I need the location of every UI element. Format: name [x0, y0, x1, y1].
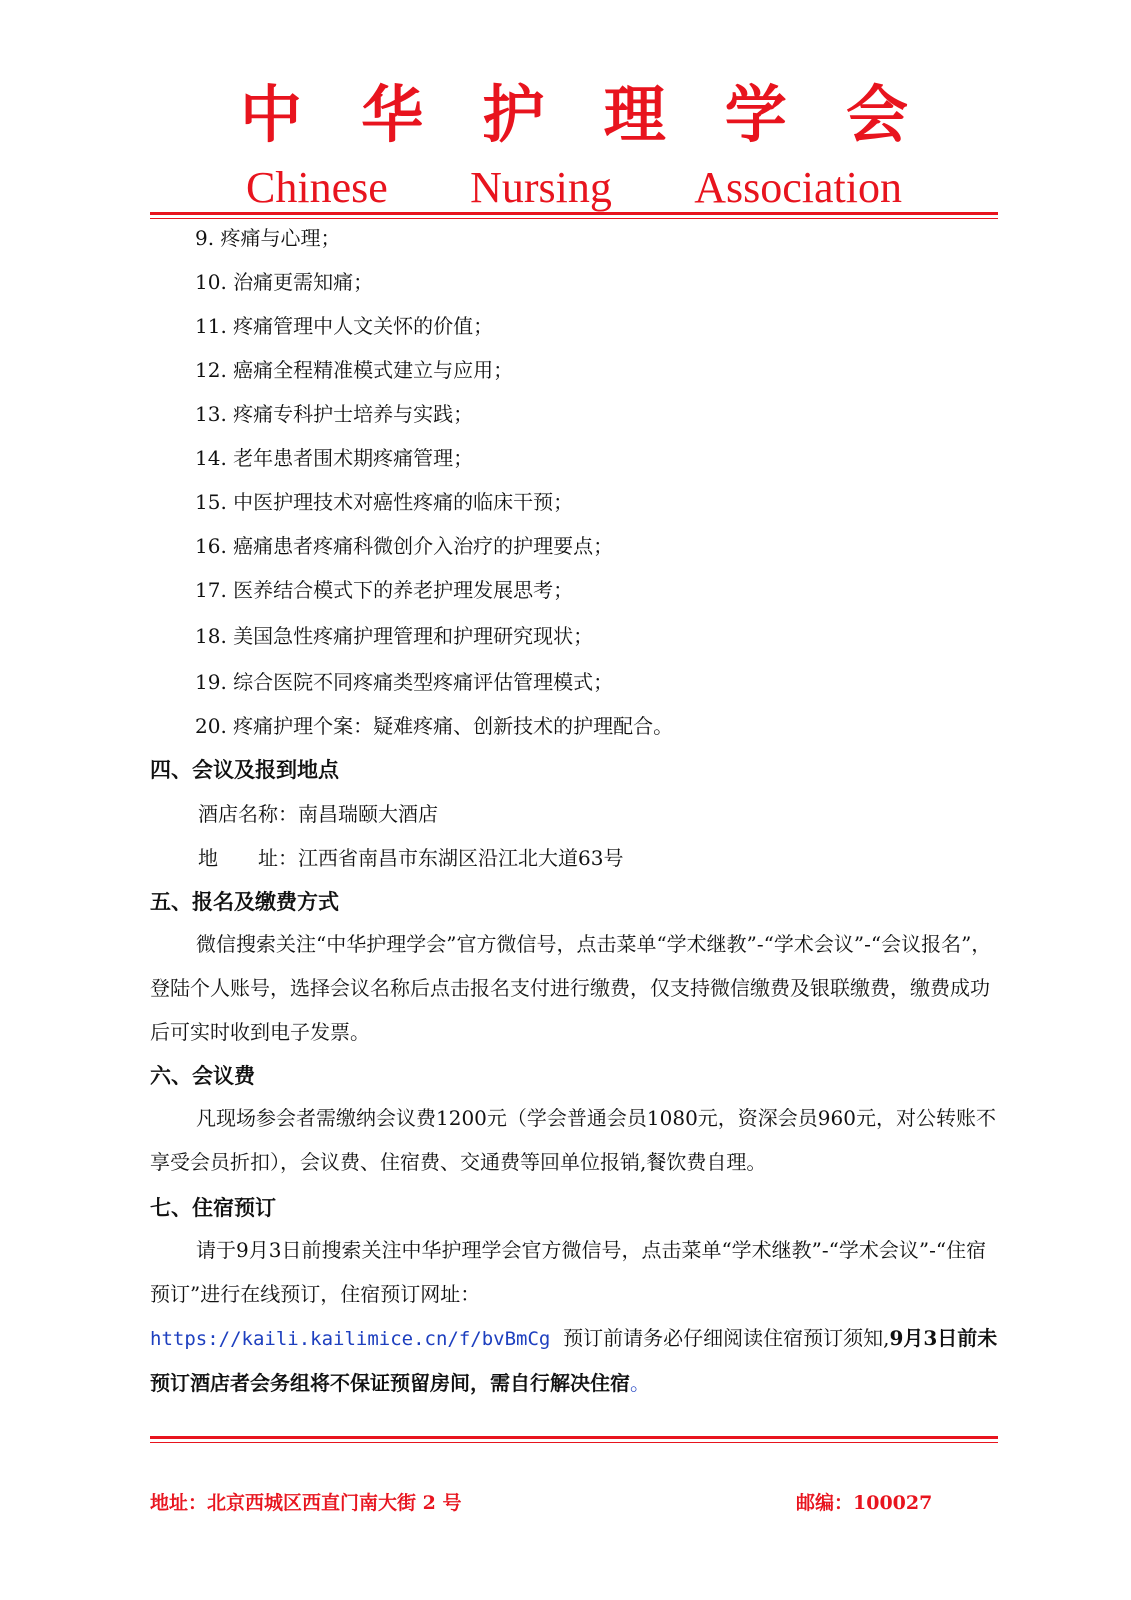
list-item: 14. 老年患者围术期疼痛管理； [195, 446, 474, 470]
header-char: 学 [724, 78, 787, 151]
header-char: 护 [482, 78, 545, 151]
hotel-name-value: 南昌瑞颐大酒店 [298, 802, 438, 826]
address-row [198, 846, 623, 870]
header-word: Nursing [470, 163, 612, 212]
end-mark: 。 [630, 1371, 650, 1395]
footer-postcode: 邮编：100027 [796, 1492, 933, 1514]
address-label: 址： [258, 846, 298, 870]
list-item: 10. 治痛更需知痛； [195, 270, 374, 294]
header-rule-thick [150, 212, 998, 215]
accommodation-text: 请于9月3日前搜索关注中华护理学会官方微信号，点击菜单“学术继教”-“学术会议”-“住宿预订”进行在线预订，住宿预订网址： [150, 1238, 987, 1306]
list-item: 9. 疼痛与心理； [195, 226, 341, 250]
fee-paragraph [150, 1096, 998, 1184]
header-char: 中 [240, 78, 303, 151]
list-item: 13. 疼痛专科护士培养与实践； [195, 402, 474, 426]
association-name-cn [150, 78, 998, 151]
list-item: 12. 癌痛全程精准模式建立与应用； [195, 358, 514, 382]
header-word: Association [694, 163, 902, 212]
section-heading-accommodation: 七、住宿预订 [150, 1195, 276, 1220]
header-char: 理 [603, 78, 666, 151]
section-heading-fee: 六、会议费 [150, 1063, 255, 1088]
header-char: 华 [361, 78, 424, 151]
list-item: 18. 美国急性疼痛护理管理和护理研究现状； [195, 624, 594, 648]
section-heading-registration: 五、报名及缴费方式 [150, 889, 339, 914]
header-word: Chinese [246, 163, 388, 212]
registration-paragraph [150, 922, 998, 1054]
list-item: 20. 疼痛护理个案：疑难疼痛、创新技术的护理配合。 [195, 714, 674, 738]
accommodation-note: 预订前请务必仔细阅读住宿预订须知, [550, 1326, 890, 1350]
accommodation-warning: 9月3日前未预订酒店者会务组将不保证预留房间，需自行解决住宿 [150, 1326, 998, 1395]
list-item: 15. 中医护理技术对癌性疼痛的临床干预； [195, 490, 574, 514]
list-item: 19. 综合医院不同疼痛类型疼痛评估管理模式； [195, 670, 614, 694]
accommodation-paragraph [150, 1228, 998, 1405]
list-item: 11. 疼痛管理中人文关怀的价值； [195, 314, 494, 338]
fee-text: 凡现场参会者需缴纳会议费1200元（学会普通会员1080元，资深会员960元，对公转账不享受会员折扣），会议费、住宿费、交通费等回单位报销,餐饮费自理。 [150, 1106, 996, 1174]
address-label: 地 [198, 846, 218, 870]
list-item: 17. 医养结合模式下的养老护理发展思考； [195, 578, 574, 602]
hotel-name-row [198, 802, 438, 826]
address-value: 江西省南昌市东湖区沿江北大道63号 [298, 846, 624, 870]
header-char: 会 [845, 78, 908, 151]
association-name-en [150, 163, 998, 212]
registration-text: 微信搜索关注“中华护理学会”官方微信号，点击菜单“学术继教”-“学术会议”-“会议报名”，登陆个人账号，选择会议名称后点击报名支付进行缴费，仅支持微信缴费及银联缴费，缴费成功后可实时收到电子发票。 [150, 932, 992, 1044]
hotel-name-label: 酒店名称： [198, 802, 298, 826]
header-rule-thin [150, 218, 998, 219]
footer-address: 地址：北京西城区西直门南大街 2 号 [150, 1492, 462, 1514]
list-item: 16. 癌痛患者疼痛科微创介入治疗的护理要点； [195, 534, 614, 558]
section-heading-venue: 四、会议及报到地点 [150, 757, 339, 782]
booking-url-link[interactable]: https://kaili.kailimice.cn/f/bvBmCg [150, 1328, 551, 1350]
footer-rule-thin [150, 1442, 998, 1443]
footer-rule-thick [150, 1436, 998, 1439]
